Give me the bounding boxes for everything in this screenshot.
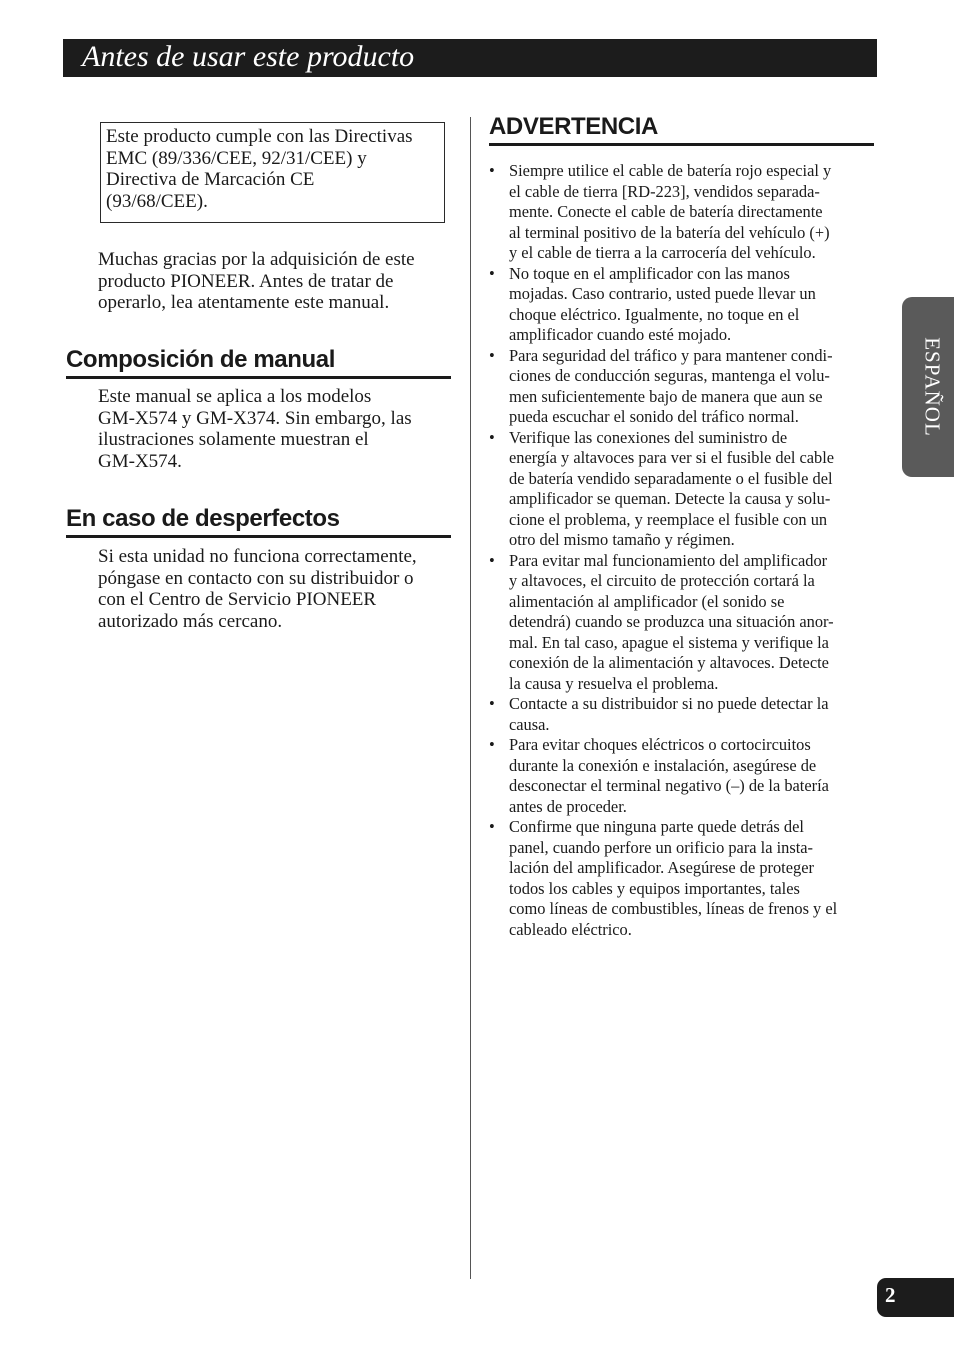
- warning-line: detendrá) cuando se produzca una situación anor-: [509, 612, 834, 631]
- bullet-mark: •: [489, 817, 495, 836]
- warning-line: todos los cables y equipos importantes, tales: [509, 878, 800, 898]
- body-line: ilustraciones solamente muestran el: [98, 429, 369, 450]
- warning-line: Confirme que ninguna parte quede detrás del: [509, 817, 804, 836]
- warning-line: otro del mismo tamaño y régimen.: [509, 530, 735, 549]
- page-header-bar: [63, 39, 877, 77]
- body-line: GM-X574.: [98, 450, 182, 472]
- warning-line: energía y altavoces para ver si el fusible del cable: [509, 448, 835, 467]
- notice-line: Este producto cumple con las Directivas: [106, 126, 413, 147]
- bullet-mark: •: [489, 345, 495, 365]
- warning-line: y altavoces, el circuito de protección cortará la: [509, 571, 815, 590]
- warning-line: antes de proceder.: [509, 796, 627, 816]
- warning-line: No toque en el amplificador con las manos: [509, 263, 790, 283]
- warning-item: [489, 346, 879, 428]
- warning-line: alimentación al amplificador (el sonido se: [509, 591, 785, 611]
- section-heading-advertencia: ADVERTENCIA: [489, 113, 874, 146]
- compliance-notice-box: [100, 122, 445, 223]
- warning-item: [489, 735, 879, 817]
- body-line: póngase en contacto con su distribuidor o: [98, 567, 414, 589]
- warning-line: al terminal positivo de la batería del vehículo (+): [509, 222, 830, 242]
- warning-line: mente. Conecte el cable de batería directamente: [509, 202, 823, 221]
- section-body-composicion: [98, 386, 448, 472]
- warning-line: conexión de la alimentación y altavoces. Detecte: [509, 653, 829, 672]
- warning-line: lación del amplificador. Asegúrese de proteger: [509, 858, 814, 877]
- warning-list: [489, 161, 879, 940]
- warning-line: men suficientemente bajo de manera que aun se: [509, 386, 823, 406]
- intro-line: Muchas gracias por la adquisición de este: [98, 249, 415, 270]
- warning-line: Para evitar mal funcionamiento del amplificador: [509, 550, 828, 570]
- page-title: Antes de usar este producto: [82, 40, 415, 73]
- warning-line: ciones de conducción seguras, mantenga el volu-: [509, 366, 830, 385]
- warning-item: [489, 551, 879, 695]
- column-divider: [470, 117, 471, 1279]
- warning-item: [489, 694, 879, 735]
- warning-item: [489, 264, 879, 346]
- notice-line: (93/68/CEE).: [106, 190, 208, 212]
- body-line: autorizado más cercano.: [98, 610, 283, 632]
- warning-line: de batería vendido separadamente o el fusible del: [509, 468, 833, 488]
- bullet-mark: •: [489, 550, 495, 570]
- warning-line: Contacte a su distribuidor si no puede detectar la: [509, 694, 829, 713]
- page-number: 2: [885, 1283, 896, 1307]
- body-line: Este manual se aplica a los modelos: [98, 386, 372, 407]
- warning-line: Para seguridad del tráfico y para mantener condi-: [509, 345, 833, 365]
- warning-item: [489, 161, 879, 264]
- warning-line: choque eléctrico. Igualmente, no toque en el: [509, 304, 800, 324]
- warning-line: Verifique las conexiones del suministro de: [509, 427, 788, 447]
- bullet-mark: •: [489, 427, 495, 447]
- section-heading-desperfectos: En caso de desperfectos: [66, 505, 451, 538]
- warning-item: [489, 817, 879, 940]
- warning-line: mal. En tal caso, apague el sistema y verifique la: [509, 632, 829, 652]
- warning-line: el cable de tierra [RD-223], vendidos separada-: [509, 181, 820, 201]
- warning-line: causa.: [509, 714, 550, 734]
- intro-line: operarlo, lea atentamente este manual.: [98, 292, 390, 313]
- page-number-tab: [877, 1278, 954, 1317]
- warning-line: mojadas. Caso contrario, usted puede llevar un: [509, 284, 816, 303]
- warning-line: durante la conexión e instalación, asegúrese de: [509, 755, 817, 775]
- warning-line: Para evitar choques eléctricos o cortocircuitos: [509, 735, 811, 754]
- bullet-mark: •: [489, 161, 495, 180]
- warning-line: amplificador cuando esté mojado.: [509, 325, 732, 344]
- body-line: GM-X574 y GM-X374. Sin embargo, las: [98, 407, 412, 429]
- warning-line: amplificador se queman. Detecte la causa y solu-: [509, 489, 831, 508]
- body-line: Si esta unidad no funciona correctamente,: [98, 546, 417, 567]
- warning-line: panel, cuando perfore un orificio para la insta-: [509, 837, 814, 857]
- warning-line: como líneas de combustibles, líneas de frenos y el: [509, 899, 838, 918]
- warning-line: cione el problema, y reemplace el fusible con un: [509, 509, 828, 529]
- section-heading-composicion: Composición de manual: [66, 346, 451, 379]
- warning-line: desconectar el terminal negativo (–) de la batería: [509, 776, 829, 795]
- section-body-desperfectos: [98, 546, 448, 632]
- intro-line: producto PIONEER. Antes de tratar de: [98, 270, 394, 292]
- warning-line: Siempre utilice el cable de batería rojo especial y: [509, 161, 832, 180]
- bullet-mark: •: [489, 263, 495, 283]
- warning-line: pueda escuchar el sonido del tráfico normal.: [509, 407, 799, 426]
- warning-line: y el cable de tierra a la carrocería del vehículo.: [509, 243, 816, 262]
- notice-line: EMC (89/336/CEE, 92/31/CEE) y: [106, 147, 367, 169]
- warning-item: [489, 428, 879, 551]
- body-line: con el Centro de Servicio PIONEER: [98, 589, 377, 610]
- intro-paragraph: [98, 249, 448, 314]
- warning-line: la causa y resuelva el problema.: [509, 673, 719, 693]
- language-tab: [902, 297, 954, 477]
- bullet-mark: •: [489, 694, 495, 713]
- bullet-mark: •: [489, 735, 495, 754]
- notice-line: Directiva de Marcación CE: [106, 169, 315, 190]
- warning-line: cableado eléctrico.: [509, 919, 632, 939]
- language-tab-label: ESPAÑOL: [920, 337, 945, 437]
